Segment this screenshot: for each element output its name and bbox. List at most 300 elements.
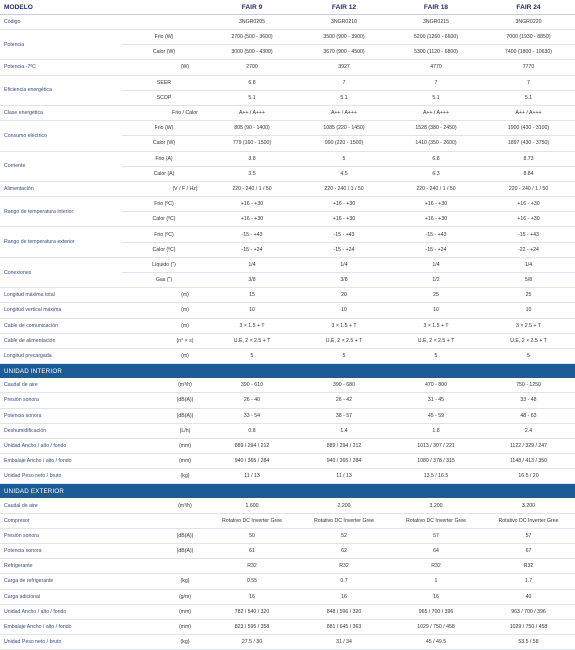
row-unit-spacer: [122, 378, 164, 393]
spec-value: 26 - 42: [298, 393, 390, 408]
spec-value: 2700: [206, 60, 298, 75]
spec-value: Rotativo DC Inverter Gree: [206, 513, 298, 528]
spec-value: -22 - +24: [482, 242, 575, 257]
row-label: Potencia -7ºC: [0, 60, 122, 75]
spec-value: 3.5: [206, 166, 298, 181]
spec-value: U.E, 2 × 2.5 + T: [298, 333, 390, 348]
row-label: Longitud vertical máxima: [0, 303, 122, 318]
spec-value: 881 / 645 / 363: [298, 619, 390, 634]
spec-value: 1/4: [390, 257, 482, 272]
row-label: Rango de temperatura exterior: [0, 227, 122, 257]
spec-value: 1897 (430 - 3750): [482, 136, 575, 151]
row-label: Unidad Ancho / alto / fondo: [0, 604, 122, 619]
spec-value: 4770: [390, 60, 482, 75]
row-unit-spacer: [122, 333, 164, 348]
row-unit: (n° × s): [164, 333, 206, 348]
spec-value: 6.8: [390, 151, 482, 166]
model-name: FAIR 12: [298, 0, 390, 15]
row-label: Potencia: [0, 30, 122, 60]
spec-row: [0, 318, 575, 333]
spec-value: 5.1: [482, 90, 575, 105]
row-label: Longitud máxima total: [0, 288, 122, 303]
spec-value: 38 - 57: [298, 408, 390, 423]
row-unit: (dB(A)): [164, 408, 206, 423]
spec-value: 805 (90 - 1400): [206, 121, 298, 136]
spec-value: 1029 / 750 / 458: [390, 619, 482, 634]
spec-value: 220 - 240 / 1 / 50: [390, 181, 482, 196]
spec-value: 16.5 / 20: [482, 469, 575, 484]
spec-value: R32: [390, 559, 482, 574]
spec-row: [0, 181, 575, 196]
spec-value: 889 / 294 / 212: [206, 438, 298, 453]
row-unit: (mm): [164, 438, 206, 453]
spec-value: 2.4: [482, 423, 575, 438]
spec-value: 31 / 34: [298, 635, 390, 650]
spec-value: 27.5 / 30: [206, 635, 298, 650]
spec-row: [0, 574, 575, 589]
spec-row: [0, 227, 575, 242]
row-unit-spacer: [122, 423, 164, 438]
model-code: 3NGR0220: [482, 15, 575, 30]
row-unit-spacer: [122, 498, 164, 513]
spec-row: [0, 60, 575, 75]
spec-value: R32: [206, 559, 298, 574]
spec-row: [0, 454, 575, 469]
row-sublabel: Calor (A): [122, 166, 206, 181]
spec-row: [0, 513, 575, 528]
section-title: UNIDAD EXTERIOR: [0, 484, 575, 499]
row-unit-spacer: [122, 528, 164, 543]
row-unit-spacer: [122, 438, 164, 453]
spec-value: 1.600: [206, 498, 298, 513]
spec-value: A++ / A+++: [206, 105, 298, 120]
row-label: Unidad Peso neto / bruto: [0, 469, 122, 484]
row-unit: (mm): [164, 454, 206, 469]
spec-value: 26 - 40: [206, 393, 298, 408]
row-unit-spacer: [122, 60, 164, 75]
spec-row: [0, 589, 575, 604]
row-sublabel: Calor (W): [122, 136, 206, 151]
row-unit: (m): [164, 303, 206, 318]
spec-value: 57: [390, 528, 482, 543]
spec-value: 470 - 800: [390, 378, 482, 393]
row-label: Potencia sonora: [0, 544, 122, 559]
spec-value: 7: [298, 75, 390, 90]
row-label: Refrigerante: [0, 559, 122, 574]
spec-value: 10: [298, 303, 390, 318]
spec-value: +16 - +30: [482, 212, 575, 227]
spec-row: [0, 544, 575, 559]
spec-value: 3 × 1.5 + T: [390, 318, 482, 333]
spec-value: U.E, 2 × 2.5 + T: [206, 333, 298, 348]
spec-value: 5.1: [390, 90, 482, 105]
spec-value: 1085 (220 - 1450): [298, 121, 390, 136]
spec-row: [0, 197, 575, 212]
row-label: Cable de comunicación: [0, 318, 122, 333]
row-sublabel: SEER: [122, 75, 206, 90]
row-unit-spacer: [122, 393, 164, 408]
spec-value: 1/2: [390, 273, 482, 288]
spec-row: [0, 348, 575, 363]
spec-row: [0, 393, 575, 408]
spec-value: 0.8: [206, 423, 298, 438]
spec-value: 940 / 365 / 284: [298, 454, 390, 469]
row-unit-spacer: [122, 574, 164, 589]
codigo-row: [0, 15, 575, 30]
row-unit-spacer: [122, 288, 164, 303]
model-code: 3NGR0210: [298, 15, 390, 30]
spec-value: 220 - 240 / 1 / 50: [298, 181, 390, 196]
row-unit-spacer: [122, 544, 164, 559]
spec-row: [0, 105, 575, 120]
spec-value: 5: [298, 348, 390, 363]
row-unit: (m): [164, 348, 206, 363]
spec-value: 750 - 1250: [482, 378, 575, 393]
spec-value: +16 - +30: [390, 212, 482, 227]
row-label: Unidad Peso neto / bruto: [0, 635, 122, 650]
spec-value: 1/4: [206, 257, 298, 272]
row-label: Clase energética: [0, 105, 122, 120]
spec-value: 6.3: [390, 166, 482, 181]
spec-value: 7: [390, 75, 482, 90]
spec-value: -15 - +43: [482, 227, 575, 242]
spec-row: [0, 257, 575, 272]
spec-value: 990 (220 - 1500): [298, 136, 390, 151]
row-label: Compresor: [0, 513, 122, 528]
spec-value: 62: [298, 544, 390, 559]
row-label: Unidad Ancho / alto / fondo: [0, 438, 122, 453]
spec-value: 64: [390, 544, 482, 559]
spec-value: 848 / 596 / 320: [298, 604, 390, 619]
spec-value: 1029 / 750 / 458: [482, 619, 575, 634]
row-sublabel: Frio (ºC): [122, 197, 206, 212]
row-label: Presión sonora: [0, 393, 122, 408]
row-unit-spacer: [122, 469, 164, 484]
spec-value: +16 - +30: [390, 197, 482, 212]
spec-value: 220 - 240 / 1 / 50: [482, 181, 575, 196]
spec-value: 5: [298, 151, 390, 166]
spec-value: +16 - +30: [298, 197, 390, 212]
spec-value: 3670 (900 - 4500): [298, 45, 390, 60]
spec-row: [0, 528, 575, 543]
spec-value: -15 - +24: [298, 242, 390, 257]
row-sublabel: Frio (W): [122, 121, 206, 136]
section-header-row: [0, 364, 575, 379]
row-unit: (mm): [164, 604, 206, 619]
spec-value: 3.200: [482, 498, 575, 513]
spec-value: 11 / 13: [298, 469, 390, 484]
row-unit: (L/h): [164, 423, 206, 438]
spec-value: -15 - +24: [390, 242, 482, 257]
row-unit: [164, 559, 206, 574]
row-label: Consumo eléctrico: [0, 121, 122, 151]
spec-value: 13.5 / 16.5: [390, 469, 482, 484]
row-label: Conexiones: [0, 257, 122, 287]
spec-value: 7000 (1930 - 8850): [482, 30, 575, 45]
spec-value: 1122 / 329 / 247: [482, 438, 575, 453]
spec-value: 1148 / 413 / 350: [482, 454, 575, 469]
row-unit: (dB(A)): [164, 528, 206, 543]
spec-value: Rotativo DC Inverter Gree: [298, 513, 390, 528]
spec-value: 57: [482, 528, 575, 543]
spec-row: [0, 559, 575, 574]
spec-value: 11 / 13: [206, 469, 298, 484]
spec-value: 10: [206, 303, 298, 318]
spec-value: Rotativo DC Inverter Gree: [390, 513, 482, 528]
spec-value: 10: [482, 303, 575, 318]
row-label: Caudal de aire: [0, 498, 122, 513]
spec-value: 2.200: [298, 498, 390, 513]
row-label: Longitud precargada: [0, 348, 122, 363]
spec-value: 823 / 595 / 358: [206, 619, 298, 634]
model-code: 3NGR0205: [206, 15, 298, 30]
spec-value: 3/8: [206, 273, 298, 288]
spec-row: [0, 498, 575, 513]
spec-value: 2700 (500 - 3600): [206, 30, 298, 45]
row-sublabel: Líquido ("): [122, 257, 206, 272]
spec-value: A++ / A+++: [298, 105, 390, 120]
spec-value: 0.55: [206, 574, 298, 589]
spec-value: -15 - +43: [298, 227, 390, 242]
spec-row: [0, 303, 575, 318]
spec-value: 390 - 680: [298, 378, 390, 393]
spec-value: 779 (160 - 1500): [206, 136, 298, 151]
row-unit: (g/m): [164, 589, 206, 604]
spec-value: 8.73: [482, 151, 575, 166]
spec-row: [0, 333, 575, 348]
spec-value: U.E, 2 × 2.5 + T: [482, 333, 575, 348]
spec-value: 45 - 59: [390, 408, 482, 423]
modelo-label: MODELO: [0, 0, 206, 15]
spec-value: 33 - 54: [206, 408, 298, 423]
row-unit: (kg): [164, 469, 206, 484]
row-unit-spacer: [122, 559, 164, 574]
spec-value: R32: [482, 559, 575, 574]
row-unit-spacer: [122, 105, 164, 120]
row-label: Embalaje Ancho / alto / fondo: [0, 619, 122, 634]
spec-value: 5.1: [298, 90, 390, 105]
spec-value: 0.7: [298, 574, 390, 589]
spec-row: [0, 635, 575, 650]
row-unit: (dB(A)): [164, 544, 206, 559]
spec-value: 965 / 700 / 396: [390, 604, 482, 619]
spec-value: 782 / 540 / 320: [206, 604, 298, 619]
row-unit-spacer: [122, 513, 164, 528]
row-unit: (m): [164, 318, 206, 333]
row-label: Caudal de aire: [0, 378, 122, 393]
spec-row: [0, 408, 575, 423]
spec-value: 220 - 240 / 1 / 50: [206, 181, 298, 196]
row-unit: (dB(A)): [164, 393, 206, 408]
row-label: Presión sonora: [0, 528, 122, 543]
spec-value: 50: [206, 528, 298, 543]
spec-value: A++ / A+++: [390, 105, 482, 120]
spec-value: 40: [482, 589, 575, 604]
spec-value: A++ / A+++: [482, 105, 575, 120]
spec-value: 3.200: [390, 498, 482, 513]
row-unit-spacer: [122, 348, 164, 363]
row-unit-spacer: [122, 318, 164, 333]
row-unit: (m): [164, 288, 206, 303]
spec-value: 15: [206, 288, 298, 303]
row-unit: (m³/h): [164, 498, 206, 513]
spec-value: 16: [298, 589, 390, 604]
row-sublabel: SCOP: [122, 90, 206, 105]
spec-row: [0, 469, 575, 484]
spec-value: 45 / 49.5: [390, 635, 482, 650]
model-name: FAIR 18: [390, 0, 482, 15]
spec-value: 1900 (430 - 3100): [482, 121, 575, 136]
spec-value: 3 × 1.5 + T: [206, 318, 298, 333]
spec-value: Rotativo DC Inverter Gree: [482, 513, 575, 528]
row-sublabel: Calor (ºC): [122, 242, 206, 257]
spec-value: 5200 (1260 - 6600): [390, 30, 482, 45]
row-unit-spacer: [122, 408, 164, 423]
spec-value: 3 × 2.5 + T: [482, 318, 575, 333]
spec-value: 20: [298, 288, 390, 303]
spec-row: [0, 30, 575, 45]
spec-value: 10: [390, 303, 482, 318]
spec-value: +16 - +30: [206, 212, 298, 227]
spec-value: 16: [206, 589, 298, 604]
spec-value: 33 - 48: [482, 393, 575, 408]
spec-row: [0, 378, 575, 393]
spec-value: +16 - +30: [482, 197, 575, 212]
spec-value: 5: [482, 348, 575, 363]
model-name: FAIR 24: [482, 0, 575, 15]
spec-row: [0, 604, 575, 619]
spec-value: 25: [482, 288, 575, 303]
spec-value: 1.4: [298, 423, 390, 438]
spec-row: [0, 121, 575, 136]
model-code: 3NGR0215: [390, 15, 482, 30]
row-unit: [164, 513, 206, 528]
row-unit-spacer: [122, 604, 164, 619]
spec-row: [0, 75, 575, 90]
row-label: Carga adicional: [0, 589, 122, 604]
row-unit: (W): [164, 60, 206, 75]
row-sublabel: Frio (W): [122, 30, 206, 45]
spec-value: 1/4: [482, 257, 575, 272]
row-unit-spacer: [122, 635, 164, 650]
row-unit-spacer: [122, 303, 164, 318]
row-unit: (mm): [164, 619, 206, 634]
header-row: [0, 0, 575, 15]
spec-value: 5300 (1120 - 6800): [390, 45, 482, 60]
row-unit-spacer: [122, 619, 164, 634]
row-label: Alimentación: [0, 181, 122, 196]
spec-value: 3.8: [206, 151, 298, 166]
row-sublabel: Gas ("): [122, 273, 206, 288]
row-unit: (V / F / Hz): [164, 181, 206, 196]
spec-row: [0, 619, 575, 634]
row-label: Eficiencia energética: [0, 75, 122, 105]
spec-value: 1/4: [298, 257, 390, 272]
spec-row: [0, 288, 575, 303]
spec-value: 5/8: [482, 273, 575, 288]
row-unit: Frio / Calor: [164, 105, 206, 120]
row-unit-spacer: [122, 454, 164, 469]
spec-value: 4.5: [298, 166, 390, 181]
spec-value: 5: [206, 348, 298, 363]
row-unit-spacer: [122, 181, 164, 196]
spec-row: [0, 423, 575, 438]
spec-value: 963 / 700 / 396: [482, 604, 575, 619]
spec-value: +16 - +30: [298, 212, 390, 227]
spec-value: 8.84: [482, 166, 575, 181]
row-label: Deshumidificación: [0, 423, 122, 438]
section-header-row: [0, 484, 575, 499]
row-sublabel: Calor (W): [122, 45, 206, 60]
row-unit: (m³/h): [164, 378, 206, 393]
spec-value: 940 / 365 / 284: [206, 454, 298, 469]
spec-value: 3927: [298, 60, 390, 75]
spec-row: [0, 438, 575, 453]
spec-value: 7: [482, 75, 575, 90]
row-label: Potencia sonora: [0, 408, 122, 423]
spec-value: 1.7: [482, 574, 575, 589]
spec-value: 5.1: [206, 90, 298, 105]
spec-value: 5: [390, 348, 482, 363]
spec-value: -15 - +43: [390, 227, 482, 242]
row-sublabel: Frio (A): [122, 151, 206, 166]
spec-value: 6.8: [206, 75, 298, 90]
spec-value: +16 - +30: [206, 197, 298, 212]
spec-value: 7400 (1800 - 10630): [482, 45, 575, 60]
spec-row: [0, 151, 575, 166]
row-label: Corriente: [0, 151, 122, 181]
row-unit: (kg): [164, 635, 206, 650]
row-sublabel: Calor (ºC): [122, 212, 206, 227]
spec-value: 53.5 / 58: [482, 635, 575, 650]
spec-value: -15 - +24: [206, 242, 298, 257]
row-label: Cable de alimentación: [0, 333, 122, 348]
spec-value: 1410 (350 - 2600): [390, 136, 482, 151]
spec-value: 3 × 1.5 + T: [298, 318, 390, 333]
row-label: Embalaje Ancho / alto / fondo: [0, 454, 122, 469]
spec-value: 48 - 63: [482, 408, 575, 423]
row-unit-spacer: [122, 589, 164, 604]
spec-value: 1: [390, 574, 482, 589]
spec-value: 1.8: [390, 423, 482, 438]
spec-value: 889 / 294 / 212: [298, 438, 390, 453]
spec-value: R32: [298, 559, 390, 574]
spec-value: 3500 (900 - 3900): [298, 30, 390, 45]
row-label: Rango de temperatura interior: [0, 197, 122, 227]
row-unit: (kg): [164, 574, 206, 589]
spec-value: 31 - 45: [390, 393, 482, 408]
spec-value: 67: [482, 544, 575, 559]
spec-value: 3/8: [298, 273, 390, 288]
row-sublabel: Frio (ºC): [122, 227, 206, 242]
spec-value: -15 - +43: [206, 227, 298, 242]
section-title: UNIDAD INTERIOR: [0, 364, 575, 379]
spec-value: 3000 (500 - 4300): [206, 45, 298, 60]
spec-value: 1528 (380 - 2450): [390, 121, 482, 136]
spec-value: U.E, 2 × 2.5 + T: [390, 333, 482, 348]
spec-value: 25: [390, 288, 482, 303]
spec-value: 61: [206, 544, 298, 559]
spec-value: 52: [298, 528, 390, 543]
row-label: Carga de refrigerante: [0, 574, 122, 589]
spec-value: 16: [390, 589, 482, 604]
codigo-label: Código: [0, 15, 206, 30]
spec-value: 7770: [482, 60, 575, 75]
model-name: FAIR 9: [206, 0, 298, 15]
spec-value: 1013 / 307 / 221: [390, 438, 482, 453]
spec-value: 1080 / 378 / 315: [390, 454, 482, 469]
spec-value: 390 - 610: [206, 378, 298, 393]
